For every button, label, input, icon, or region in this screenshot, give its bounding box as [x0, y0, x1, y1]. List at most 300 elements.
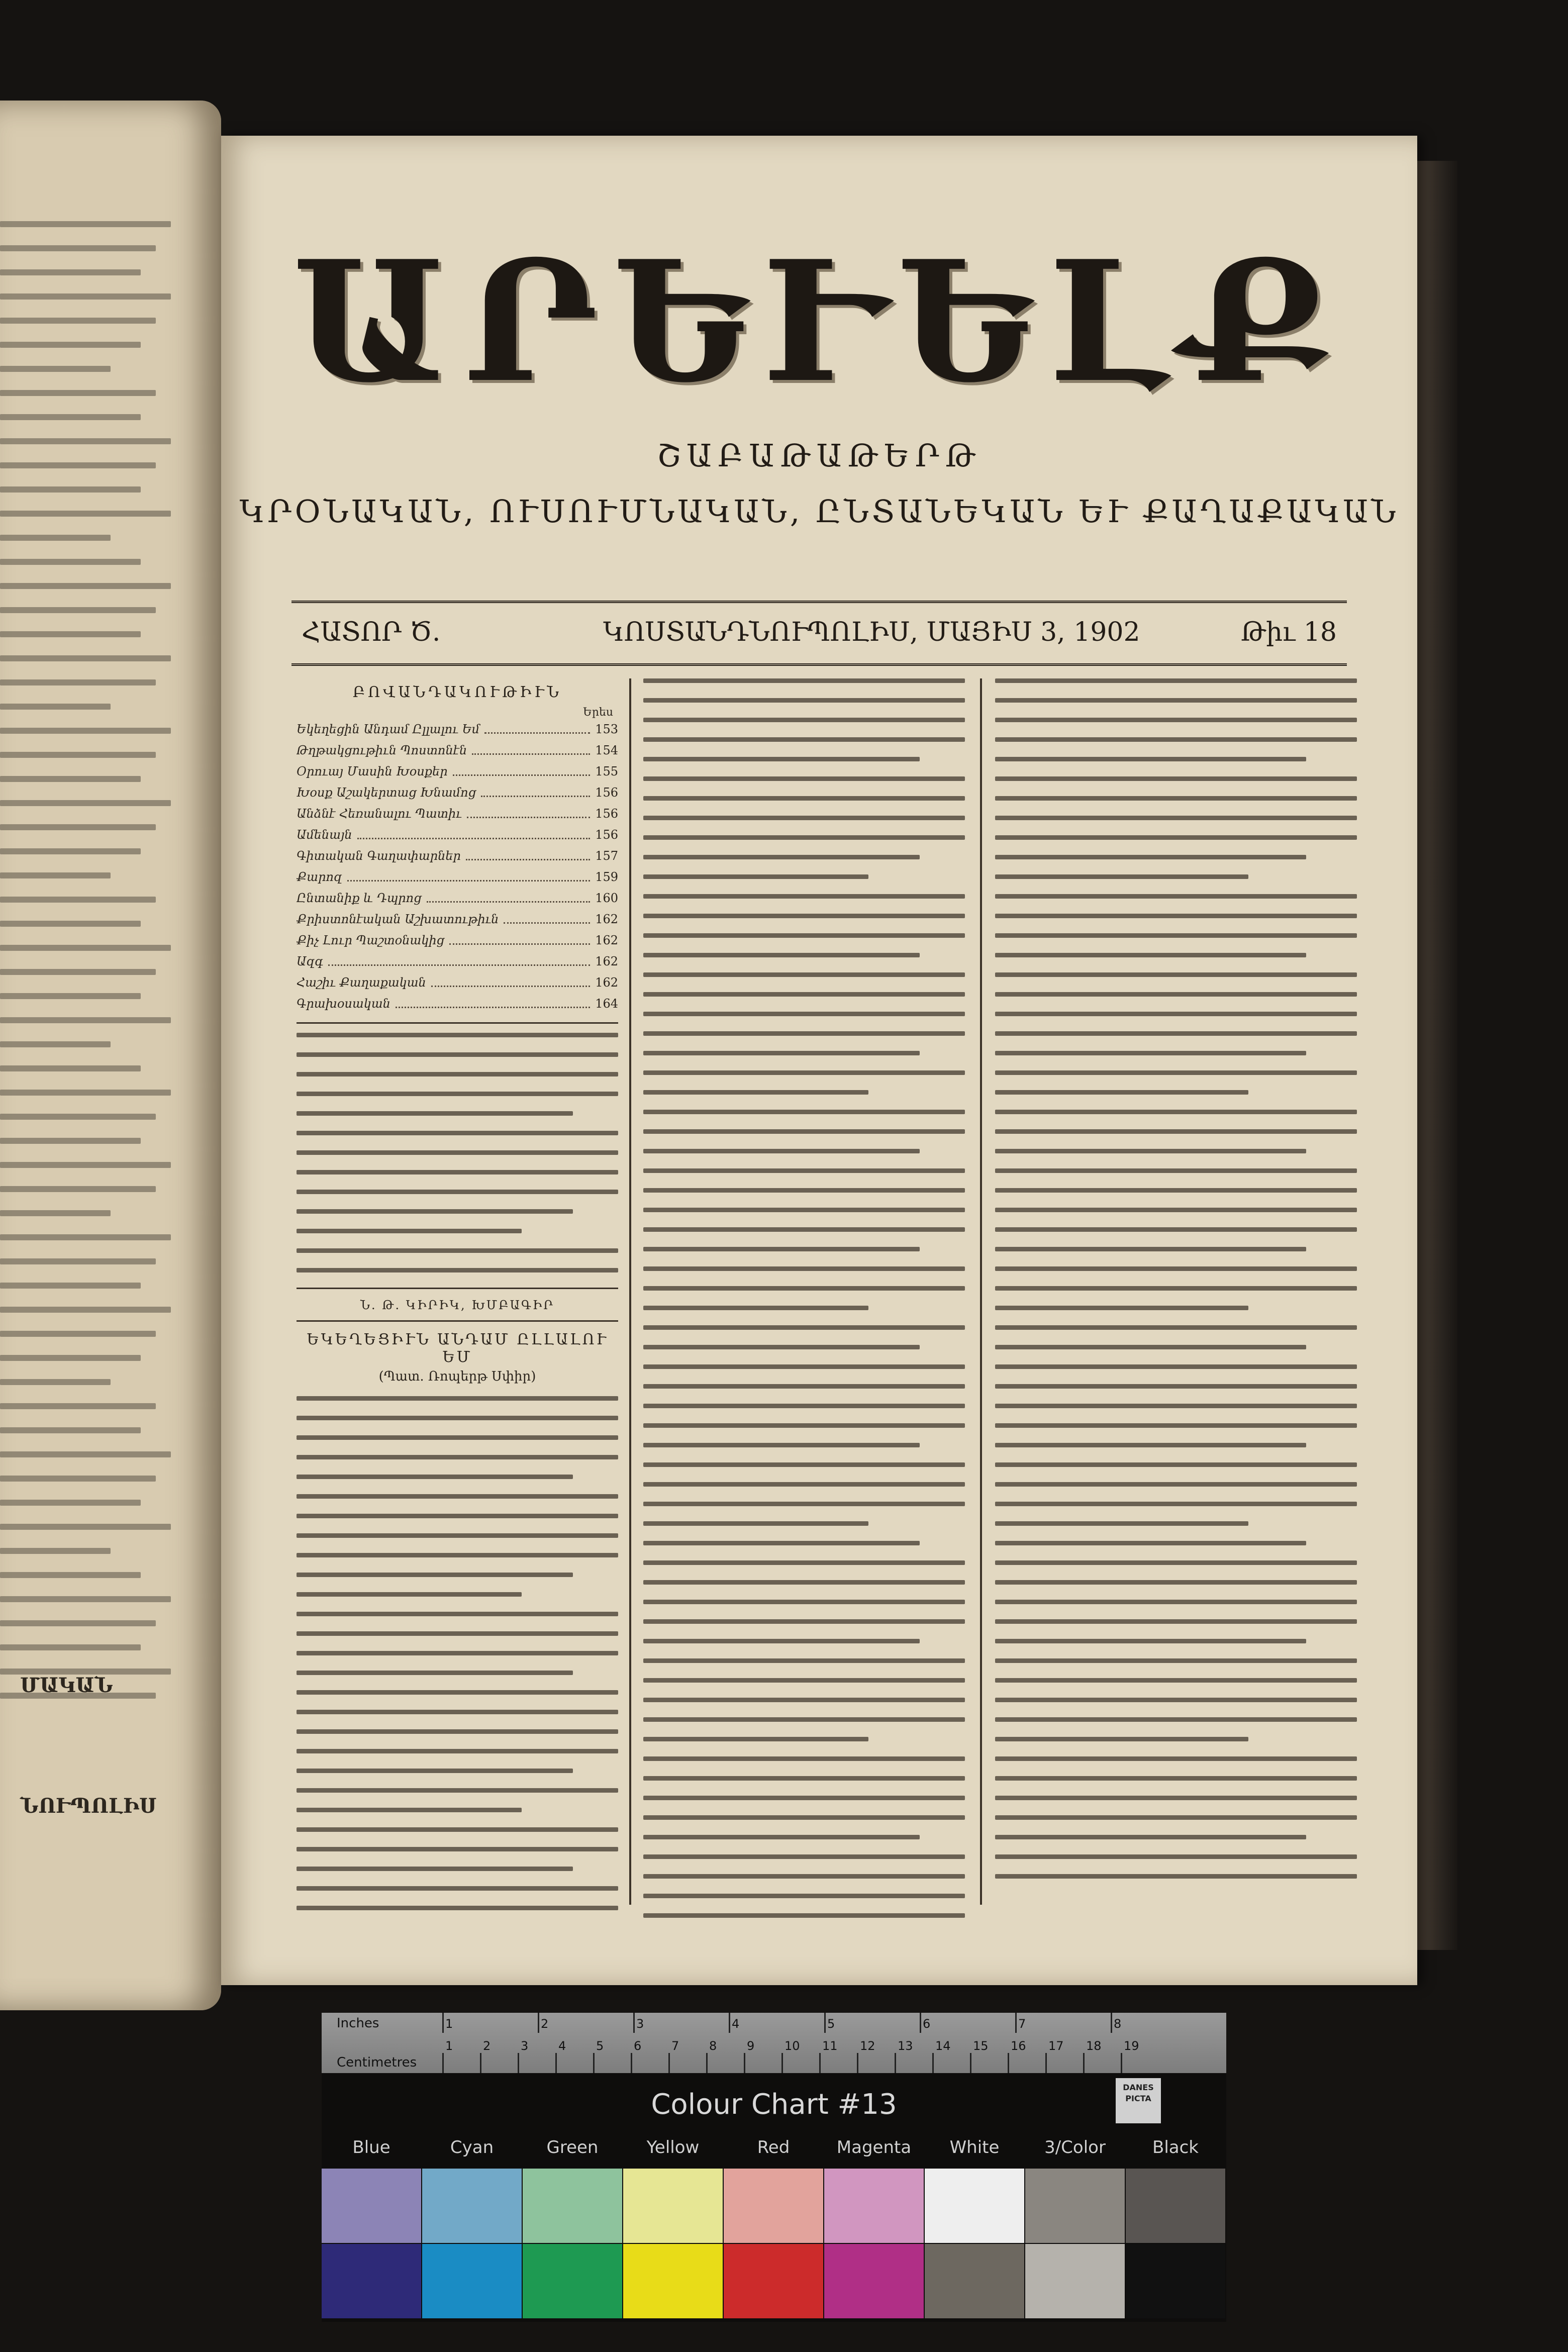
contents-row — [297, 866, 618, 888]
text-line — [0, 969, 156, 975]
ruler-tick — [1111, 2013, 1112, 2033]
text-line — [995, 1815, 1357, 1820]
text-line — [643, 855, 920, 859]
ruler-tick — [1083, 2053, 1085, 2073]
text-line — [297, 1906, 618, 1910]
column-3 — [995, 678, 1357, 1925]
newspaper-page — [221, 136, 1417, 1985]
text-line — [995, 1110, 1357, 1114]
chart-logo: DANES PICTA — [1116, 2078, 1161, 2123]
text-line — [297, 1229, 522, 1233]
text-line — [643, 1266, 965, 1271]
ruler-number: 9 — [747, 2039, 755, 2053]
leader-dots — [504, 909, 590, 924]
text-line — [0, 1210, 111, 1216]
text-line — [0, 1596, 171, 1602]
text-line — [0, 1138, 141, 1144]
text-line — [995, 1541, 1306, 1545]
swatch-bottom — [925, 2244, 1024, 2318]
text-line — [297, 1553, 618, 1557]
text-line — [643, 894, 965, 899]
text-line — [297, 1209, 573, 1214]
text-line — [0, 872, 111, 878]
article-byline: (Պատ. Ռոպերթ Սփիր) — [378, 1369, 536, 1384]
contents-title: Գրախօսական — [297, 997, 390, 1011]
divider — [297, 1288, 618, 1289]
text-line — [0, 1355, 141, 1361]
text-line — [0, 1041, 111, 1047]
text-line — [995, 855, 1306, 859]
text-line — [995, 1031, 1357, 1036]
text-line — [297, 1131, 618, 1135]
text-line — [995, 972, 1357, 977]
swatch-top — [322, 2169, 421, 2243]
contents-list — [297, 719, 618, 1014]
ruler-number: 3 — [521, 2039, 529, 2053]
swatch-bottom — [1126, 2244, 1225, 2318]
ruler-number: 14 — [935, 2039, 951, 2053]
text-line — [995, 1364, 1357, 1369]
text-line — [0, 1524, 171, 1530]
text-line — [0, 1500, 141, 1506]
text-line — [643, 1031, 965, 1036]
text-line — [643, 1894, 965, 1898]
text-line — [643, 874, 868, 879]
text-line — [643, 1913, 965, 1918]
dateline-bar — [291, 601, 1347, 666]
text-line — [0, 1379, 111, 1385]
text-line — [0, 607, 156, 613]
ruler-tick — [895, 2053, 896, 2073]
ruler-number: 8 — [1114, 2017, 1122, 2031]
contents-title: Քրիստոնէական Աշխատութիւն — [297, 912, 499, 926]
text-line — [0, 583, 171, 589]
text-line — [0, 848, 141, 854]
ruler-number: 15 — [973, 2039, 989, 2053]
text-line — [0, 921, 141, 927]
text-line — [643, 1541, 920, 1545]
swatch-top — [1025, 2169, 1125, 2243]
text-line — [297, 1475, 573, 1479]
swatch-bottom — [322, 2244, 421, 2318]
text-line — [297, 1631, 618, 1636]
contents-page: 155 — [595, 764, 618, 778]
contents-title: Քիչ Լուր Պաշտօնակից — [297, 933, 445, 947]
ruler-tick — [633, 2013, 635, 2033]
text-line — [0, 1331, 156, 1337]
text-line — [297, 1396, 618, 1401]
contents-title: Քարոզ — [297, 870, 342, 884]
leader-dots — [328, 951, 591, 966]
contents-heading: ԲՈՎԱՆԴԱԿՈՒԹԻՒՆ — [352, 683, 562, 701]
text-line — [0, 776, 141, 782]
swatch-top — [824, 2169, 924, 2243]
contents-row — [297, 824, 618, 845]
text-line — [297, 1808, 522, 1812]
swatch-bottom — [623, 2244, 723, 2318]
contents-row — [297, 930, 618, 951]
text-line — [995, 992, 1357, 997]
text-line — [995, 1325, 1357, 1330]
text-line — [643, 914, 965, 918]
ruler-cm-label: Centimetres — [337, 2055, 417, 2070]
text-line — [995, 1227, 1357, 1232]
leader-dots — [466, 845, 590, 860]
text-line — [995, 1423, 1357, 1428]
text-line — [995, 1012, 1357, 1016]
ruler-number: 18 — [1086, 2039, 1102, 2053]
text-line — [297, 1268, 618, 1272]
contents-title: Եկեղեցին Անդամ Ըլլալու Եմ — [297, 722, 480, 736]
column-rule — [980, 678, 982, 1905]
text-line — [297, 1494, 618, 1499]
measurement-ruler — [322, 2013, 1226, 2073]
text-line — [643, 1462, 965, 1467]
text-line — [995, 1286, 1357, 1291]
ruler-tick — [555, 2053, 557, 2073]
ruler-number: 1 — [445, 2039, 453, 2053]
leader-dots — [453, 761, 591, 776]
text-line — [297, 1150, 618, 1155]
book-binding — [1417, 161, 1457, 1950]
ruler-number: 17 — [1048, 2039, 1064, 2053]
text-line — [995, 1756, 1357, 1761]
text-line — [0, 486, 141, 493]
text-line — [643, 757, 920, 761]
text-line — [0, 559, 141, 565]
text-line — [0, 1307, 171, 1313]
swatch-label: Magenta — [836, 2137, 912, 2158]
subscription-notice — [297, 1033, 618, 1272]
text-line — [995, 757, 1306, 761]
editor-credit: Ն. Թ. ԿԻՐԻԿ, ԽՄԲԱԳԻՐ — [360, 1298, 554, 1312]
text-line — [995, 894, 1357, 899]
contents-page: 162 — [595, 975, 618, 990]
ruler-tick — [932, 2053, 934, 2073]
leader-dots — [449, 930, 590, 945]
article-body — [995, 678, 1357, 1879]
contents-row — [297, 993, 618, 1014]
text-line — [995, 1462, 1357, 1467]
text-line — [0, 1258, 156, 1264]
text-line — [0, 221, 171, 227]
text-line — [995, 776, 1357, 781]
contents-page: 153 — [595, 722, 618, 736]
ruler-number: 16 — [1011, 2039, 1026, 2053]
text-line — [643, 1737, 868, 1741]
text-line — [643, 1325, 965, 1330]
contents-page: 162 — [595, 912, 618, 926]
text-line — [995, 1678, 1357, 1683]
contents-title: Ազգ — [297, 954, 323, 968]
ruler-number: 3 — [636, 2017, 644, 2031]
text-line — [643, 816, 965, 820]
text-line — [0, 342, 141, 348]
text-line — [643, 698, 965, 703]
text-line — [643, 1521, 868, 1526]
text-line — [297, 1533, 618, 1538]
text-line — [297, 1573, 573, 1577]
ruler-number: 6 — [923, 2017, 931, 2031]
text-line — [995, 1717, 1357, 1722]
text-line — [0, 993, 141, 999]
ruler-number: 13 — [898, 2039, 913, 2053]
previous-page-edge — [0, 101, 221, 2010]
text-line — [643, 718, 965, 722]
text-line — [643, 1306, 868, 1310]
text-line — [0, 1572, 141, 1578]
ruler-number: 2 — [483, 2039, 491, 2053]
ruler-number: 4 — [558, 2039, 566, 2053]
swatch-label: Cyan — [450, 2137, 494, 2158]
text-line — [643, 1698, 965, 1702]
text-line — [643, 1051, 920, 1055]
contents-row — [297, 909, 618, 930]
text-line — [0, 414, 141, 420]
text-line — [0, 704, 111, 710]
contents-row — [297, 719, 618, 740]
leader-dots — [396, 993, 590, 1008]
text-line — [995, 1854, 1357, 1859]
text-line — [643, 1717, 965, 1722]
ruler-tick — [442, 2013, 444, 2033]
text-line — [643, 1110, 965, 1114]
swatch-bottom — [523, 2244, 622, 2318]
text-line — [995, 1600, 1357, 1604]
text-line — [0, 1403, 156, 1409]
newspaper-subtitle: ՇԱԲԱԹԱԹԵՐԹ — [657, 437, 982, 474]
text-line — [995, 1560, 1357, 1565]
text-line — [995, 1658, 1357, 1663]
contents-row — [297, 803, 618, 824]
swatch-bottom — [422, 2244, 522, 2318]
ruler-tick — [970, 2053, 971, 2073]
text-line — [0, 1476, 156, 1482]
text-line — [643, 1835, 920, 1839]
contents-title: Գիտական Գաղափարներ — [297, 849, 461, 863]
text-line — [643, 1423, 965, 1428]
text-line — [995, 1737, 1248, 1741]
ruler-number: 6 — [634, 2039, 642, 2053]
text-line — [995, 933, 1357, 938]
contents-row — [297, 951, 618, 972]
ruler-number: 7 — [671, 2039, 679, 2053]
text-line — [643, 678, 965, 683]
text-line — [995, 1247, 1306, 1251]
leader-dots — [427, 888, 591, 903]
contents-title: Խօսք Աշակերտաց Խնամոց — [297, 786, 476, 800]
column-1 — [297, 678, 618, 1925]
text-line — [643, 1188, 965, 1193]
text-line — [297, 1886, 618, 1891]
swatch-label: Red — [757, 2137, 790, 2158]
ruler-tick — [518, 2053, 519, 2073]
newspaper-tagline: ԿՐՕՆԱԿԱՆ, ՈՒՍՈՒՄՆԱԿԱՆ, ԸՆՏԱՆԵԿԱՆ ԵՒ ՔԱՂԱՔԱԿԱՆ — [239, 493, 1399, 530]
contents-row — [297, 761, 618, 782]
text-line — [643, 1815, 965, 1820]
text-line — [297, 1612, 618, 1616]
ruler-tick — [857, 2053, 858, 2073]
text-line — [643, 1502, 965, 1506]
text-line — [0, 1644, 141, 1650]
ruler-number: 7 — [1018, 2017, 1026, 2031]
text-line — [995, 1070, 1357, 1075]
text-line — [0, 1283, 141, 1289]
ruler-tick — [819, 2053, 821, 2073]
swatch-bottom — [724, 2244, 823, 2318]
text-line — [0, 511, 171, 517]
ruler-tick — [668, 2053, 670, 2073]
ruler-tick — [631, 2053, 632, 2073]
contents-page: 157 — [595, 849, 618, 863]
ruler-number: 1 — [445, 2017, 453, 2031]
text-line — [643, 796, 965, 801]
text-line — [995, 914, 1357, 918]
text-line — [995, 1443, 1306, 1447]
ruler-tick — [729, 2013, 730, 2033]
swatch-label: Blue — [352, 2137, 390, 2158]
contents-title: Հաշիւ Քաղաքական — [297, 975, 426, 990]
text-line — [643, 1756, 965, 1761]
text-line — [297, 1690, 618, 1695]
text-line — [995, 953, 1306, 957]
text-line — [643, 1129, 965, 1134]
swatch-top — [925, 2169, 1024, 2243]
contents-row — [297, 782, 618, 803]
text-line — [995, 1482, 1357, 1487]
text-line — [297, 1592, 522, 1597]
ruler-tick — [744, 2053, 745, 2073]
text-line — [0, 438, 171, 444]
contents-page: 159 — [595, 870, 618, 884]
text-line — [297, 1749, 618, 1753]
text-line — [643, 1854, 965, 1859]
text-line — [995, 874, 1248, 879]
leader-dots — [481, 782, 590, 797]
article-body — [297, 1396, 618, 1925]
text-line — [297, 1248, 618, 1253]
text-line — [643, 737, 965, 742]
contents-title: Թղթակցութիւն Պոստոնէն — [297, 743, 467, 757]
text-line — [995, 1580, 1357, 1585]
text-line — [0, 897, 156, 903]
text-line — [297, 1092, 618, 1096]
text-line — [995, 1639, 1306, 1643]
ruler-number: 19 — [1124, 2039, 1139, 2053]
text-line — [0, 318, 156, 324]
text-line — [995, 1149, 1306, 1153]
leader-dots — [472, 740, 590, 755]
contents-row — [297, 845, 618, 866]
swatch-labels — [322, 2137, 1226, 2163]
text-line — [995, 1796, 1357, 1800]
text-line — [643, 1619, 965, 1624]
contents-page: 160 — [595, 891, 618, 905]
contents-page: 162 — [595, 933, 618, 947]
ruler-tick — [781, 2053, 783, 2073]
text-line — [643, 1149, 920, 1153]
text-line — [643, 972, 965, 977]
text-line — [995, 1051, 1306, 1055]
text-line — [297, 1052, 618, 1057]
text-line — [995, 718, 1357, 722]
colour-chart — [322, 2013, 1226, 2322]
newspaper-title: ԱՐԵՒԵԼՔ — [292, 224, 1346, 419]
text-line — [643, 1443, 920, 1447]
divider — [297, 1320, 618, 1322]
text-line — [297, 1710, 618, 1714]
text-line — [0, 535, 111, 541]
swatch-top — [623, 2169, 723, 2243]
swatch-top — [724, 2169, 823, 2243]
masthead — [221, 226, 1417, 530]
text-line — [995, 1619, 1357, 1624]
text-line — [0, 728, 171, 734]
text-line — [297, 1455, 618, 1459]
text-line — [995, 1090, 1248, 1095]
ruler-number: 10 — [785, 2039, 800, 2053]
text-line — [0, 245, 156, 251]
text-line — [0, 1090, 171, 1096]
leader-dots — [347, 866, 591, 881]
swatch-label: Yellow — [646, 2137, 700, 2158]
text-line — [643, 1070, 965, 1075]
ruler-number: 4 — [732, 2017, 740, 2031]
text-line — [643, 1286, 965, 1291]
swatch-bottom — [824, 2244, 924, 2318]
ruler-tick — [480, 2053, 481, 2073]
text-line — [297, 1769, 573, 1773]
text-line — [0, 293, 171, 300]
text-line — [0, 1065, 141, 1071]
swatch-label: Black — [1152, 2137, 1199, 2158]
text-line — [995, 1129, 1357, 1134]
article-body — [643, 678, 965, 1925]
text-line — [643, 1560, 965, 1565]
text-line — [643, 835, 965, 840]
text-line — [0, 269, 141, 275]
text-line — [643, 1658, 965, 1663]
text-line — [0, 462, 156, 468]
text-line — [297, 1651, 618, 1655]
text-line — [643, 1678, 965, 1683]
article-heading: ԵԿԵՂԵՑԻՒՆ ԱՆԴԱՄ ԸԼԼԱԼՈՒ ԵՄ — [307, 1331, 608, 1366]
text-line — [0, 1620, 156, 1626]
text-line — [995, 1502, 1357, 1506]
text-line — [643, 1364, 965, 1369]
chart-title: Colour Chart #13 — [651, 2088, 897, 2121]
text-line — [297, 1190, 618, 1194]
contents-title: Անձնէ Հեռանալու Պատիւ — [297, 807, 462, 821]
ruler-tick — [538, 2013, 539, 2033]
ruler-tick — [1045, 2053, 1047, 2073]
text-line — [995, 1168, 1357, 1173]
text-line — [643, 1345, 920, 1349]
text-line — [995, 1188, 1357, 1193]
ruler-tick — [1008, 2053, 1009, 2073]
text-line — [0, 752, 156, 758]
text-line — [0, 824, 156, 830]
text-line — [995, 1384, 1357, 1389]
text-line — [643, 1227, 965, 1232]
text-line — [995, 737, 1357, 742]
text-line — [643, 1580, 965, 1585]
leader-dots — [357, 824, 591, 839]
text-line — [643, 1796, 965, 1800]
column-rule — [629, 678, 631, 1905]
text-line — [643, 776, 965, 781]
text-line — [643, 1404, 965, 1408]
